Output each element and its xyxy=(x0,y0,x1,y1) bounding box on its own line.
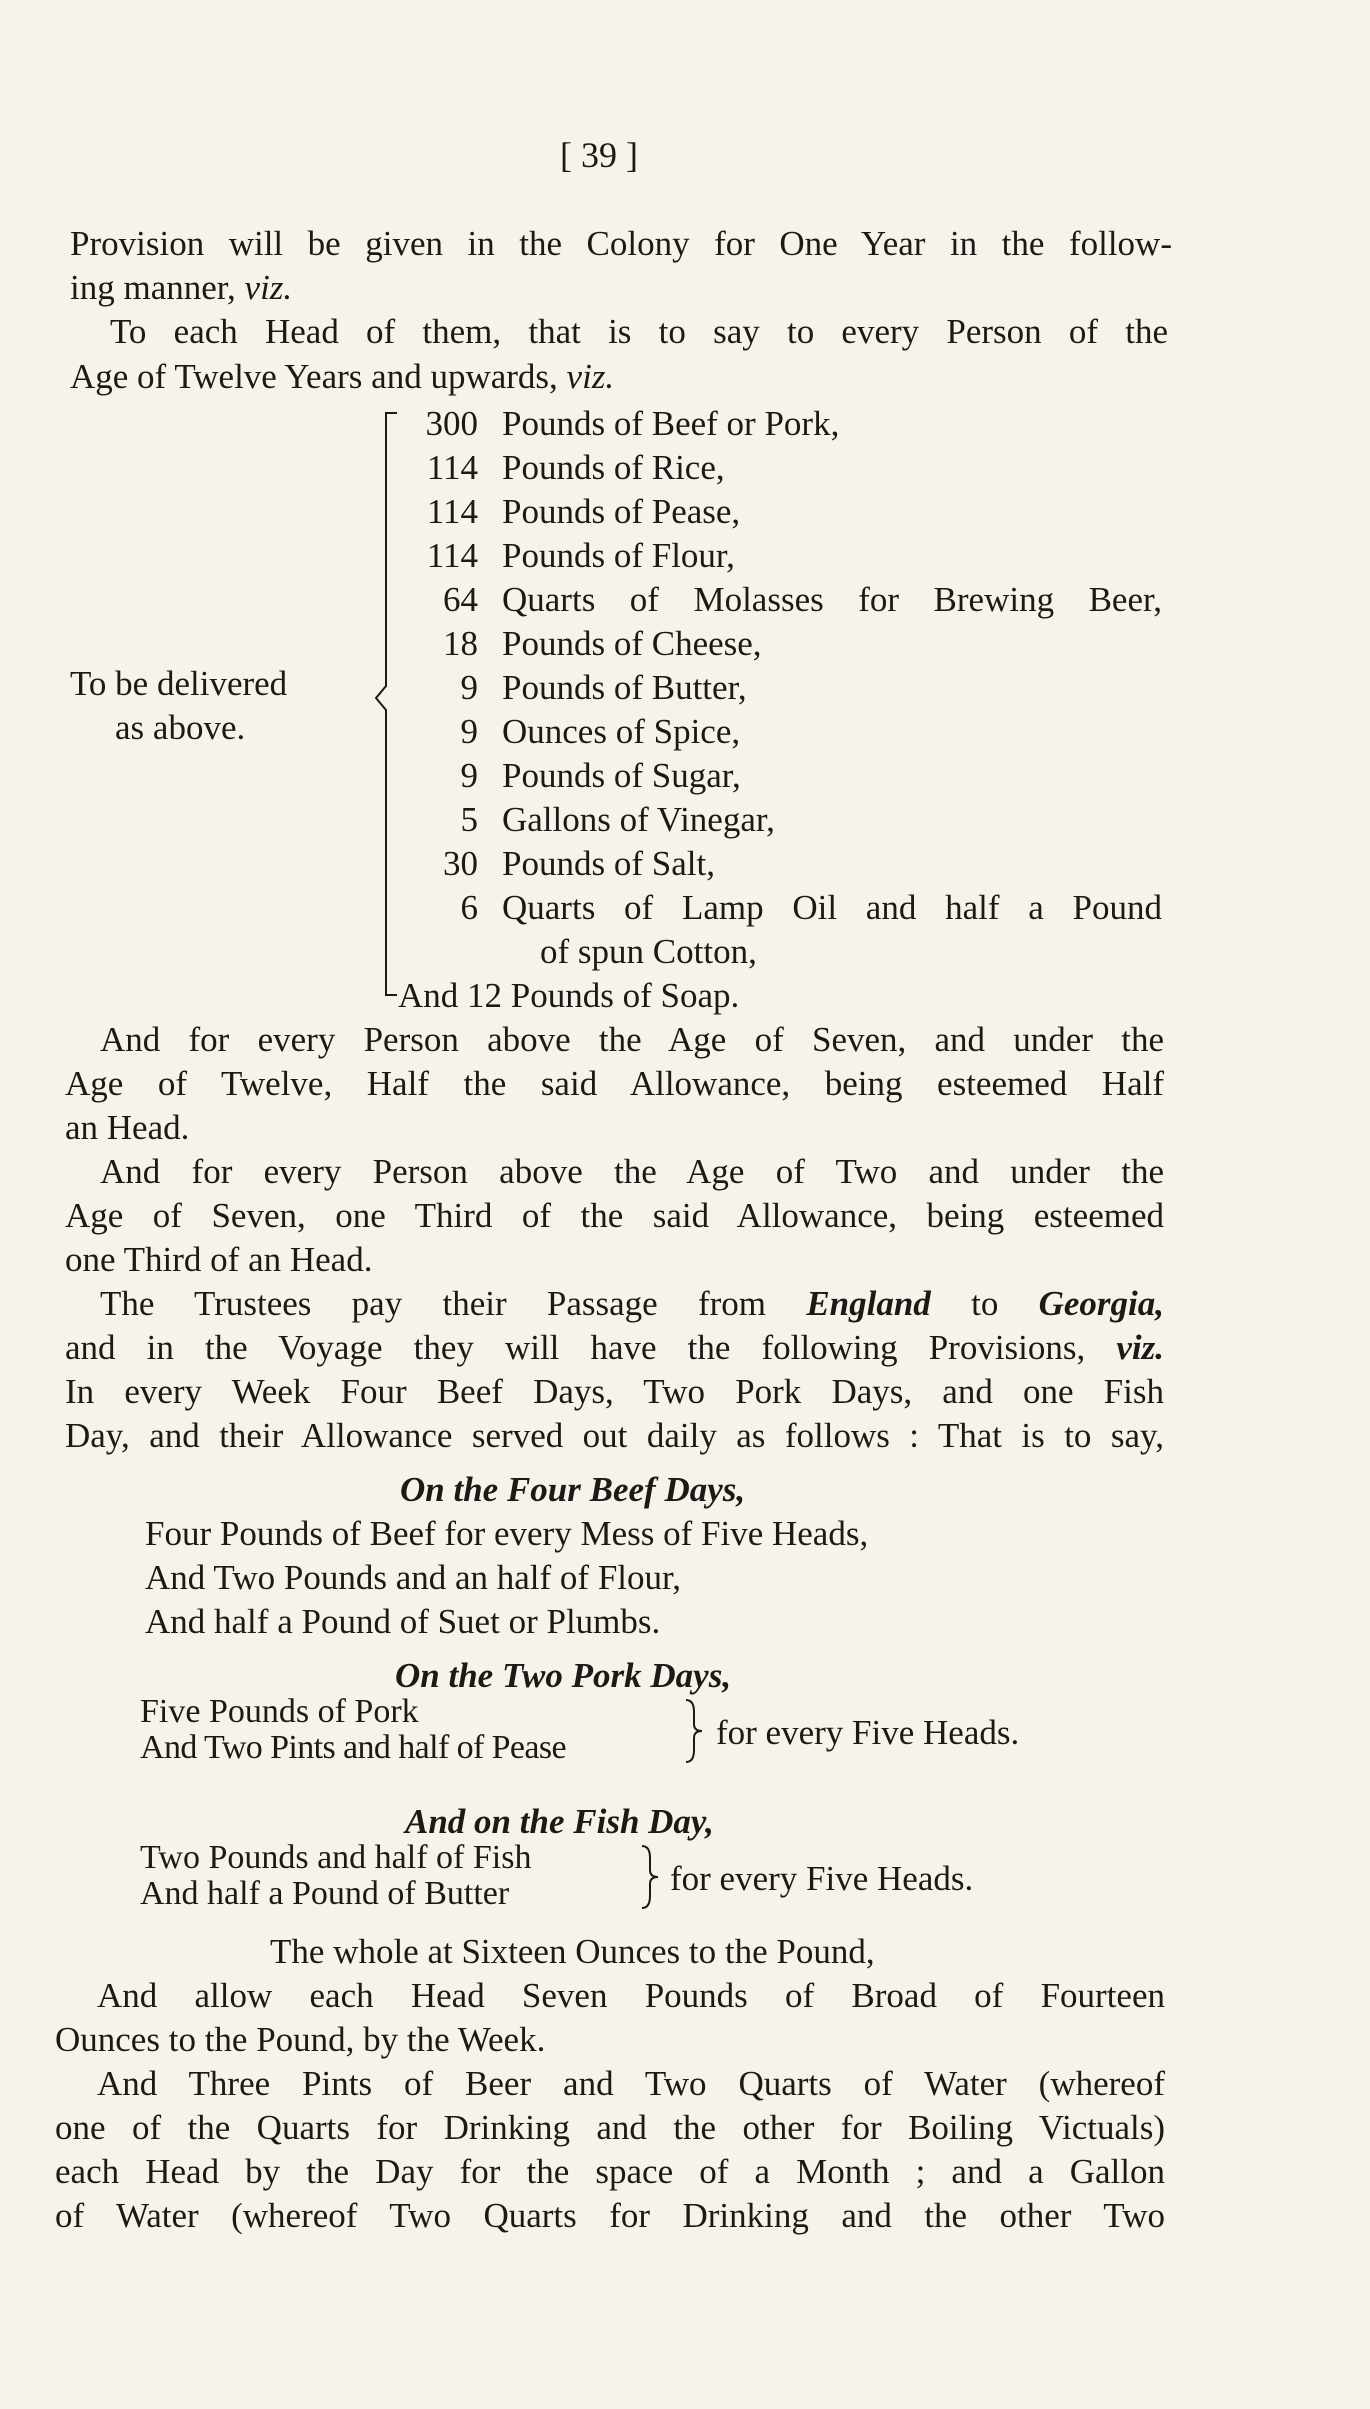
beef-days-line-1: Four Pounds of Beef for every Mess of Five Heads, xyxy=(145,1514,869,1553)
allowance-qty: 114 xyxy=(426,492,478,531)
allowance-item: Gallons of Vinegar, xyxy=(502,800,775,839)
allowance-qty: 9 xyxy=(460,668,478,707)
closing-line-1: The whole at Sixteen Ounces to the Pound, xyxy=(270,1932,875,1971)
para-seven-line-3: an Head. xyxy=(65,1108,190,1147)
pork-days-line-1: Five Pounds of Pork xyxy=(140,1693,419,1730)
closing-line-6: each Head by the Day for the space of a Month ; and a Gallon xyxy=(55,2152,1165,2191)
allowance-item: Pounds of Butter, xyxy=(502,668,747,707)
pork-days-line-2: And Two Pints and half of Pease xyxy=(140,1729,567,1766)
allowance-item: Quarts of Lamp Oil and half a Pound xyxy=(502,888,1162,927)
allowance-item: Pounds of Sugar, xyxy=(502,756,741,795)
page-number: [ 39 ] xyxy=(560,135,638,175)
beef-days-line-3: And half a Pound of Suet or Plumbs. xyxy=(145,1602,661,1641)
para-two-line-3: one Third of an Head. xyxy=(65,1240,373,1279)
allowance-qty: 18 xyxy=(443,624,478,663)
allowance-last-item: And 12 Pounds of Soap. xyxy=(398,976,740,1015)
allowance-item-continuation: of spun Cotton, xyxy=(540,932,757,971)
closing-line-2: And allow each Head Seven Pounds of Broad of Fourteen xyxy=(97,1976,1165,2015)
para-voyage-line-2: and in the Voyage they will have the following Provisions, viz. xyxy=(65,1328,1164,1367)
closing-line-7: of Water (whereof Two Quarts for Drinking and the other Two xyxy=(55,2196,1165,2235)
pork-days-heading: On the Two Pork Days, xyxy=(395,1656,732,1695)
closing-line-3: Ounces to the Pound, by the Week. xyxy=(55,2020,546,2059)
delivery-label-line-1: To be delivered xyxy=(70,664,288,703)
pork-days-note: for every Five Heads. xyxy=(716,1713,1020,1752)
allowance-qty: 114 xyxy=(426,448,478,487)
allowance-item: Pounds of Beef or Pork, xyxy=(502,404,840,443)
beef-days-line-2: And Two Pounds and an half of Flour, xyxy=(145,1558,682,1597)
fish-day-brace xyxy=(638,1844,662,1910)
intro-line-4: Age of Twelve Years and upwards, viz. xyxy=(70,357,615,396)
para-two-line-1: And for every Person above the Age of Two and under the xyxy=(100,1152,1164,1191)
fish-day-heading: And on the Fish Day, xyxy=(405,1802,714,1841)
para-voyage-line-3: In every Week Four Beef Days, Two Pork Days, and one Fish xyxy=(65,1372,1164,1411)
delivery-label-line-2: as above. xyxy=(115,708,246,747)
fish-day-note: for every Five Heads. xyxy=(670,1859,974,1898)
allowance-qty: 9 xyxy=(460,756,478,795)
allowance-qty: 64 xyxy=(443,580,478,619)
intro-line-1: Provision will be given in the Colony for One Year in the follow- xyxy=(70,224,1172,263)
para-two-line-2: Age of Seven, one Third of the said Allowance, being esteemed xyxy=(65,1196,1164,1235)
fish-day-line-1: Two Pounds and half of Fish xyxy=(140,1839,532,1876)
intro-line-2: ing manner, viz. xyxy=(70,268,293,307)
allowance-item: Pounds of Pease, xyxy=(502,492,741,531)
para-seven-line-2: Age of Twelve, Half the said Allowance, being esteemed Half xyxy=(65,1064,1164,1103)
allowance-item: Pounds of Cheese, xyxy=(502,624,762,663)
intro-line-3: To each Head of them, that is to say to every Person of the xyxy=(110,312,1168,351)
allowance-qty: 114 xyxy=(426,536,478,575)
allowance-qty: 5 xyxy=(460,800,478,839)
allowance-qty: 300 xyxy=(425,404,478,443)
para-voyage-line-4: Day, and their Allowance served out daily as follows : That is to say, xyxy=(65,1416,1164,1455)
allowance-qty: 30 xyxy=(443,844,478,883)
allowance-qty: 6 xyxy=(460,888,478,927)
para-seven-line-1: And for every Person above the Age of Seven, and under the xyxy=(100,1020,1164,1059)
fish-day-line-2: And half a Pound of Butter xyxy=(140,1875,510,1912)
allowance-item: Ounces of Spice, xyxy=(502,712,741,751)
para-voyage-line-1: The Trustees pay their Passage from England to Georgia, xyxy=(100,1284,1164,1323)
allowance-item: Pounds of Salt, xyxy=(502,844,715,883)
allowance-item: Pounds of Rice, xyxy=(502,448,725,487)
pork-days-brace xyxy=(682,1698,706,1764)
closing-line-5: one of the Quarts for Drinking and the other for Boiling Victuals) xyxy=(55,2108,1165,2147)
allowance-item: Pounds of Flour, xyxy=(502,536,735,575)
beef-days-heading: On the Four Beef Days, xyxy=(400,1470,746,1509)
allowance-qty: 9 xyxy=(460,712,478,751)
allowance-item: Quarts of Molasses for Brewing Beer, xyxy=(502,580,1162,619)
closing-line-4: And Three Pints of Beer and Two Quarts of Water (whereof xyxy=(97,2064,1165,2103)
